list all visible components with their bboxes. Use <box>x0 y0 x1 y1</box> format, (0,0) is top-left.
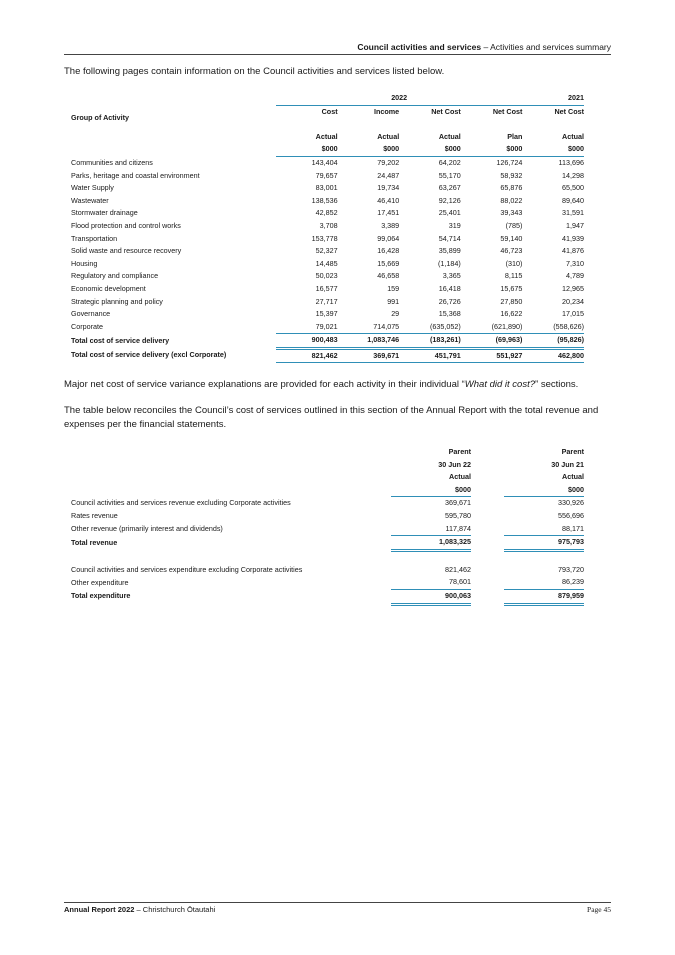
row-value: (1,184) <box>438 258 461 268</box>
total-label: Total cost of service delivery <box>71 335 170 345</box>
col-sub: Actual <box>438 131 461 141</box>
row-label: Rates revenue <box>71 510 118 520</box>
total-label: Total cost of service delivery (excl Corporate) <box>71 350 227 360</box>
table-row <box>71 321 584 334</box>
gap-cell <box>471 510 504 523</box>
total-value: 821,462 <box>276 348 338 363</box>
col-unit: $000 <box>276 143 338 156</box>
table-row <box>71 207 584 220</box>
total-value: (95,826) <box>522 334 584 349</box>
row-label: Governance <box>71 309 111 319</box>
table-row <box>71 156 584 169</box>
table-row <box>71 283 584 296</box>
total-value: 369,671 <box>338 348 400 363</box>
row-value: 41,876 <box>562 246 584 256</box>
row-value: (310) <box>505 258 523 268</box>
header-row <box>71 459 584 472</box>
revenue-row <box>71 523 584 536</box>
header-row <box>71 471 584 484</box>
col-header: $000 <box>391 484 471 497</box>
col-unit: $000 <box>461 143 523 156</box>
col-title: Cost <box>321 106 338 116</box>
row-label: Flood protection and control works <box>71 220 181 230</box>
section-subtitle: – Activities and services summary <box>481 42 611 52</box>
row-value: 991 <box>387 296 400 306</box>
row-value: 17,015 <box>562 309 584 319</box>
row-value: 126,724 <box>496 157 523 167</box>
row-value: 879,959 <box>504 589 584 604</box>
row-value: 88,171 <box>504 523 584 536</box>
row-value: 15,669 <box>377 258 400 268</box>
row-value: 41,939 <box>562 233 584 243</box>
row-label: Corporate <box>71 321 103 331</box>
row-value: 714,075 <box>338 321 400 334</box>
row-label: Parks, heritage and coastal environment <box>71 170 200 180</box>
row-value: 900,063 <box>391 589 471 604</box>
row-label: Communities and citizens <box>71 157 153 167</box>
col-sub: Actual <box>562 131 584 141</box>
col-header: Actual <box>449 472 471 482</box>
row-value: 65,876 <box>500 183 523 193</box>
row-value: 65,500 <box>562 183 584 193</box>
spacer-cell <box>71 550 584 564</box>
row-label: Solid waste and resource recovery <box>71 246 182 256</box>
year-2022-header: 2022 <box>276 92 522 105</box>
intro-text: The following pages contain information on the Council activities and services listed below. <box>64 66 445 77</box>
gap-cell <box>471 471 504 484</box>
row-value: 16,418 <box>438 283 461 293</box>
row-label: Total expenditure <box>71 591 131 601</box>
row-value: 64,202 <box>438 157 461 167</box>
unit-row <box>71 143 584 156</box>
row-label: Housing <box>71 258 98 268</box>
row-value: 15,397 <box>315 309 338 319</box>
row-value: 1,947 <box>566 220 584 230</box>
year-header-row <box>71 92 584 105</box>
row-value: 138,536 <box>311 195 338 205</box>
row-value: 27,717 <box>315 296 338 306</box>
row-value: 83,001 <box>315 183 338 193</box>
row-value: 17,451 <box>377 208 400 218</box>
row-value: 50,023 <box>315 271 338 281</box>
variance-note-end: ” sections. <box>535 379 579 390</box>
row-value: 46,723 <box>500 246 523 256</box>
table-row <box>71 182 584 195</box>
total-value: 900,483 <box>276 334 338 349</box>
total-value: 462,800 <box>522 348 584 363</box>
row-value: (785) <box>505 220 523 230</box>
col-title: Net Cost <box>431 106 461 116</box>
variance-note-text: Major net cost of service variance explanations are provided for each activity in their individual “ <box>64 379 465 390</box>
header-row <box>71 446 584 459</box>
row-value: 78,601 <box>391 576 471 589</box>
row-value: 88,022 <box>500 195 523 205</box>
row-value: 24,487 <box>377 170 400 180</box>
row-value: 63,267 <box>438 183 461 193</box>
revenue-row <box>71 497 584 510</box>
row-value: 27,850 <box>500 296 523 306</box>
total-value: 451,791 <box>399 348 461 363</box>
total-value: 551,927 <box>461 348 523 363</box>
col-header: 30 Jun 22 <box>438 459 471 469</box>
row-value: 35,899 <box>438 246 461 256</box>
row-value: 117,874 <box>391 523 471 536</box>
col-sub-row <box>71 131 584 144</box>
table-row <box>71 308 584 321</box>
table-row <box>71 233 584 246</box>
col-sub: Actual <box>377 131 400 141</box>
row-label: Council activities and services revenue excluding Corporate activities <box>71 498 291 508</box>
row-value: 25,401 <box>438 208 461 218</box>
activities-summary-table <box>71 92 584 363</box>
year-2021-header: 2021 <box>522 92 584 105</box>
section-title: Council activities and services <box>357 42 482 52</box>
gap-cell <box>471 523 504 536</box>
row-value: 153,778 <box>311 233 338 243</box>
footer-report-title <box>64 905 215 914</box>
row-value: 79,202 <box>377 157 400 167</box>
gap-cell <box>471 564 504 577</box>
spacer-row <box>71 550 584 564</box>
row-value: 3,389 <box>381 220 400 230</box>
row-label: Council activities and services expenditure excluding Corporate activities <box>71 564 303 574</box>
row-label: Regulatory and compliance <box>71 271 159 281</box>
group-of-activity-label: Group of Activity <box>71 112 130 122</box>
col-header: Parent <box>561 447 584 456</box>
row-value: 369,671 <box>445 498 471 508</box>
row-value: 42,852 <box>315 208 338 218</box>
row-value: 15,368 <box>438 309 461 319</box>
expenditure-row <box>71 564 584 577</box>
col-unit: $000 <box>338 143 400 156</box>
row-value: 79,657 <box>315 170 338 180</box>
row-value: 12,965 <box>562 283 584 293</box>
row-value: 16,428 <box>377 246 400 256</box>
row-label: Other expenditure <box>71 577 129 587</box>
row-value: 99,064 <box>377 233 400 243</box>
row-label: Water Supply <box>71 183 114 193</box>
empty-cell <box>71 471 391 484</box>
row-value: 793,720 <box>558 564 584 574</box>
row-value: 4,789 <box>566 271 584 281</box>
row-label: Wastewater <box>71 195 109 205</box>
gap-cell <box>471 459 504 472</box>
gap-cell <box>471 589 504 604</box>
col-header: Parent <box>448 447 471 456</box>
total-revenue-row <box>71 536 584 551</box>
col-header: 30 Jun 21 <box>551 459 584 469</box>
row-value: 16,577 <box>315 283 338 293</box>
row-label: Transportation <box>71 233 118 243</box>
col-sub: Plan <box>507 131 523 141</box>
table-row <box>71 195 584 208</box>
row-value: 55,170 <box>438 170 461 180</box>
row-value: 319 <box>448 220 461 230</box>
row-value: 330,926 <box>558 498 584 508</box>
total-value: (69,963) <box>461 334 523 349</box>
variance-note-italic: What did it cost? <box>464 379 536 390</box>
gap-cell <box>471 536 504 551</box>
col-title: Net Cost <box>554 106 584 116</box>
row-value: 1,083,325 <box>391 536 471 551</box>
row-value: (635,052) <box>399 321 461 334</box>
row-value: 821,462 <box>445 564 471 574</box>
row-value: 59,140 <box>500 233 523 243</box>
row-value: 26,726 <box>438 296 461 306</box>
header-divider <box>64 54 611 55</box>
footer-report-name: Annual Report 2022 <box>64 905 135 914</box>
row-value: 14,298 <box>562 170 584 180</box>
table-row <box>71 258 584 271</box>
total-row <box>71 334 584 349</box>
table-row <box>71 296 584 309</box>
empty-cell <box>71 446 391 459</box>
row-value: 15,675 <box>500 283 523 293</box>
empty-cell <box>71 459 391 472</box>
row-label: Stormwater drainage <box>71 208 138 218</box>
row-value: 7,310 <box>566 258 584 268</box>
reconciliation-table <box>71 446 584 606</box>
row-value: 595,780 <box>445 510 471 520</box>
col-unit: $000 <box>522 143 584 156</box>
col-unit: $000 <box>399 143 461 156</box>
row-value: 54,714 <box>438 233 461 243</box>
row-label: Economic development <box>71 283 146 293</box>
row-value: 16,622 <box>500 309 523 319</box>
gap-cell <box>471 484 504 497</box>
col-sub: Actual <box>315 131 338 141</box>
expenditure-row <box>71 576 584 589</box>
table-row <box>71 245 584 258</box>
row-value: 143,404 <box>311 157 338 167</box>
row-label: Other revenue (primarily interest and dividends) <box>71 523 223 533</box>
row-value: 31,591 <box>562 208 584 218</box>
header-row <box>71 484 584 497</box>
row-value: 20,234 <box>562 296 584 306</box>
row-label: Strategic planning and policy <box>71 296 163 306</box>
table-row <box>71 270 584 283</box>
row-value: 556,696 <box>558 510 584 520</box>
col-header: $000 <box>504 484 584 497</box>
empty-cell <box>71 484 391 497</box>
total-excl-corporate-row <box>71 348 584 363</box>
reconciliation-intro: The table below reconciles the Council’s cost of services outlined in this section of the Annual Report with the total revenue and expenses per the financial statements. <box>64 405 599 430</box>
row-value: 19,734 <box>377 183 400 193</box>
row-value: 3,708 <box>319 220 338 230</box>
variance-note <box>64 379 578 390</box>
row-value: 113,696 <box>558 157 584 167</box>
total-expenditure-row <box>71 589 584 604</box>
page-header <box>64 40 611 54</box>
row-value: (558,626) <box>522 321 584 334</box>
row-value: 29 <box>391 309 400 319</box>
row-value: (621,890) <box>461 321 523 334</box>
gap-cell <box>471 446 504 459</box>
gap-cell <box>471 497 504 510</box>
table-row <box>71 220 584 233</box>
row-value: 3,365 <box>442 271 461 281</box>
column-title-row <box>71 105 584 118</box>
page-number: Page 45 <box>587 905 611 914</box>
col-title: Net Cost <box>492 106 523 116</box>
row-value: 14,485 <box>315 258 338 268</box>
row-value: 46,410 <box>377 195 400 205</box>
row-value: 86,239 <box>504 576 584 589</box>
table-row <box>71 170 584 183</box>
row-value: 92,126 <box>438 195 461 205</box>
footer-divider <box>64 902 611 903</box>
row-value: 89,640 <box>562 195 584 205</box>
row-value: 58,932 <box>500 170 523 180</box>
footer-report-city: – Christchurch Ōtautahi <box>134 905 216 914</box>
revenue-row <box>71 510 584 523</box>
total-value: (183,261) <box>399 334 461 349</box>
row-value: 8,115 <box>504 271 523 281</box>
row-value: 79,021 <box>276 321 338 334</box>
row-value: 975,793 <box>504 536 584 551</box>
row-label: Total revenue <box>71 537 118 547</box>
row-value: 46,658 <box>377 271 400 281</box>
row-value: 39,343 <box>500 208 523 218</box>
row-value: 52,327 <box>315 246 338 256</box>
total-value: 1,083,746 <box>338 334 400 349</box>
row-value: 159 <box>387 283 400 293</box>
col-header: Actual <box>562 472 584 482</box>
col-title: Income <box>374 106 400 116</box>
gap-cell <box>471 576 504 589</box>
